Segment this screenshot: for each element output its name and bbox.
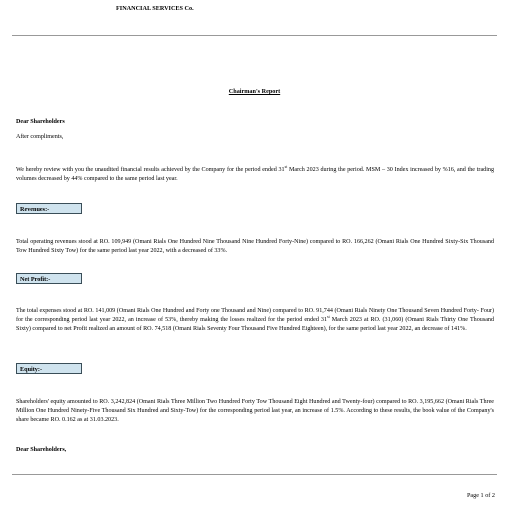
- net-profit-paragraph: [16, 307, 494, 334]
- net-profit-sup: st: [327, 313, 330, 319]
- intro-text-1: We hereby review with you the unaudited financial results achieved by the Company for the period ended 31: [16, 167, 285, 173]
- intro-text-2: March 2023 during the period. MSM – 30 Index increased by %16, and the trading volumes decreased by 44% compared to the same period last year.: [16, 167, 494, 182]
- closing-salutation: Dear Shareholders,: [16, 447, 67, 453]
- equity-paragraph: Shareholders' equity amounted to RO. 3,242,824 (Omani Rials Three Million Two Hundred Forty Tow Thousand Eight Hundred and Twenty-four) compared to RO. 3,195,662 (Omani Rials Three Million One Hundred Ninety-Five Thousand Six Hundred and Sixty-Tow) for the corresponding period last year, an increase of 1.5%. According to these results, the book value of the Company's share became RO. 0.162 as at 31.03.2023.: [16, 399, 494, 423]
- equity-heading: Equity:-: [16, 363, 82, 374]
- revenues-paragraph: Total operating revenues stood at RO. 109,949 (Omani Rials One Hundred Nine Thousand Nine Hundred Forty-Nine) compared to RO. 166,262 (Omani Rials One Hundred Sixty-Six Thousand Tow Hundred Sixty Tow) for the same period last year 2022, with a decreased of 33%.: [16, 239, 494, 254]
- net-profit-heading: Net Profit:-: [16, 273, 82, 284]
- company-name: FINANCIAL SERVICES Co.: [116, 5, 194, 12]
- net-profit-text-2: March 2023 at RO. (31,060) (Omani Rials Thirty One Thousand Sixty) compared to net Profit realized an amount of RO. 74,518 (Omani Rials Seventy Four Thousand Five Hundred Eighteen), for the same period last year 2022, an decrease of 141%.: [16, 317, 494, 332]
- salutation: Dear Shareholders: [16, 119, 65, 125]
- intro-paragraph: [16, 163, 494, 184]
- header-divider: [12, 35, 497, 36]
- net-profit-text-1: The total expenses stood at RO. 141,009 (Omani Rials One Hundred and Forty one Thousand and Nine) compared to RO. 91,744 (Omani Rials Ninety One Thousand Seven Hundred Forty- Four) for the corresponding period last year 2022, an increase of 53%, thereby making the losses realized for the period ended 31: [16, 308, 494, 323]
- footer-divider: [12, 474, 497, 475]
- greeting: After compliments,: [16, 134, 64, 140]
- report-title: Chairman's Report: [228, 88, 281, 95]
- intro-sup: st: [284, 163, 288, 169]
- revenues-heading: Revenues:-: [16, 203, 82, 214]
- page-number: Page 1 of 2: [466, 492, 495, 499]
